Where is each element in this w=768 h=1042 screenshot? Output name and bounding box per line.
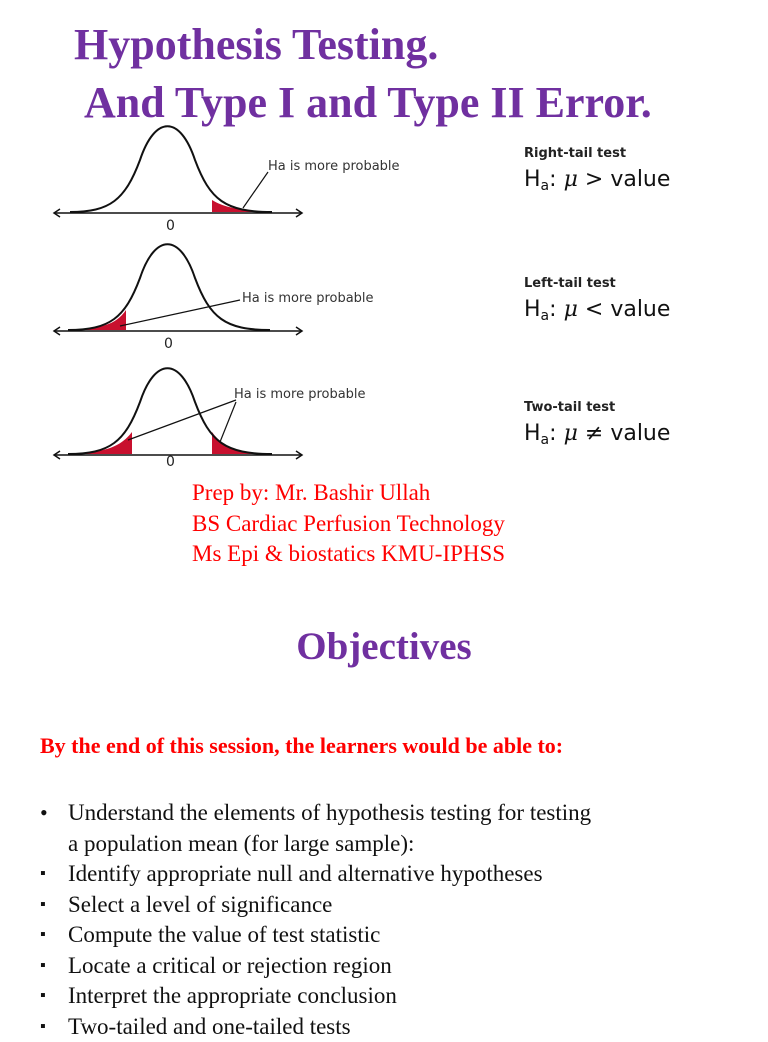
- zero-label-1: 0: [166, 218, 175, 234]
- curve-label-2: Ha is more probable: [242, 291, 374, 306]
- bullet-icon: ▪: [40, 951, 60, 982]
- tail-test-curves: [40, 120, 310, 470]
- test-name: Two-tail test: [524, 400, 670, 415]
- prep-line-2: BS Cardiac Perfusion Technology: [192, 509, 505, 540]
- prepared-by: [192, 478, 505, 570]
- two-tail-curve: [54, 368, 366, 470]
- curve-label-3: Ha is more probable: [234, 387, 366, 402]
- list-item: ▪ Two-tailed and one-tailed tests: [40, 1012, 760, 1042]
- list-item: a population mean (for large sample):: [40, 829, 760, 860]
- list-item: ▪ Compute the value of test statistic: [40, 920, 760, 951]
- test-formula: $H_a$: μ < value: [524, 297, 670, 324]
- list-item: ▪ Interpret the appropriate conclusion: [40, 981, 760, 1012]
- left-tail-curve: [54, 244, 374, 352]
- bullet-icon: ▪: [40, 1012, 60, 1042]
- list-item: ▪ Identify appropriate null and alternative hypotheses: [40, 859, 760, 890]
- prep-line-3: Ms Epi & biostatics KMU-IPHSS: [192, 539, 505, 570]
- list-item: ▪ Locate a critical or rejection region: [40, 951, 760, 982]
- objectives-list: [40, 798, 760, 1042]
- left-tail-test: [524, 276, 670, 324]
- curve-label-1: Ha is more probable: [268, 159, 400, 174]
- zero-label-2: 0: [164, 336, 173, 352]
- bullet-icon: •: [40, 798, 60, 829]
- bullet-icon: ▪: [40, 981, 60, 1012]
- two-tail-test: [524, 400, 670, 448]
- right-tail-test: [524, 146, 670, 194]
- list-item: • Understand the elements of hypothesis testing for testing: [40, 798, 760, 829]
- bullet-icon: ▪: [40, 920, 60, 951]
- right-tail-curve: [54, 126, 400, 234]
- objectives-heading: Objectives: [0, 624, 768, 669]
- bullet-icon: ▪: [40, 890, 60, 921]
- title-line-1: Hypothesis Testing.: [74, 16, 438, 74]
- test-formula: $H_a$: μ ≠ value: [524, 421, 670, 448]
- bullet-icon: ▪: [40, 859, 60, 890]
- zero-label-3: 0: [166, 454, 175, 470]
- test-name: Left-tail test: [524, 276, 670, 291]
- title-line-2: And Type I and Type II Error.: [84, 74, 652, 132]
- list-item: ▪ Select a level of significance: [40, 890, 760, 921]
- test-formula: $H_a$: μ > value: [524, 167, 670, 194]
- prep-line-1: Prep by: Mr. Bashir Ullah: [192, 478, 505, 509]
- test-name: Right-tail test: [524, 146, 670, 161]
- objectives-intro: By the end of this session, the learners would be able to:: [40, 733, 563, 759]
